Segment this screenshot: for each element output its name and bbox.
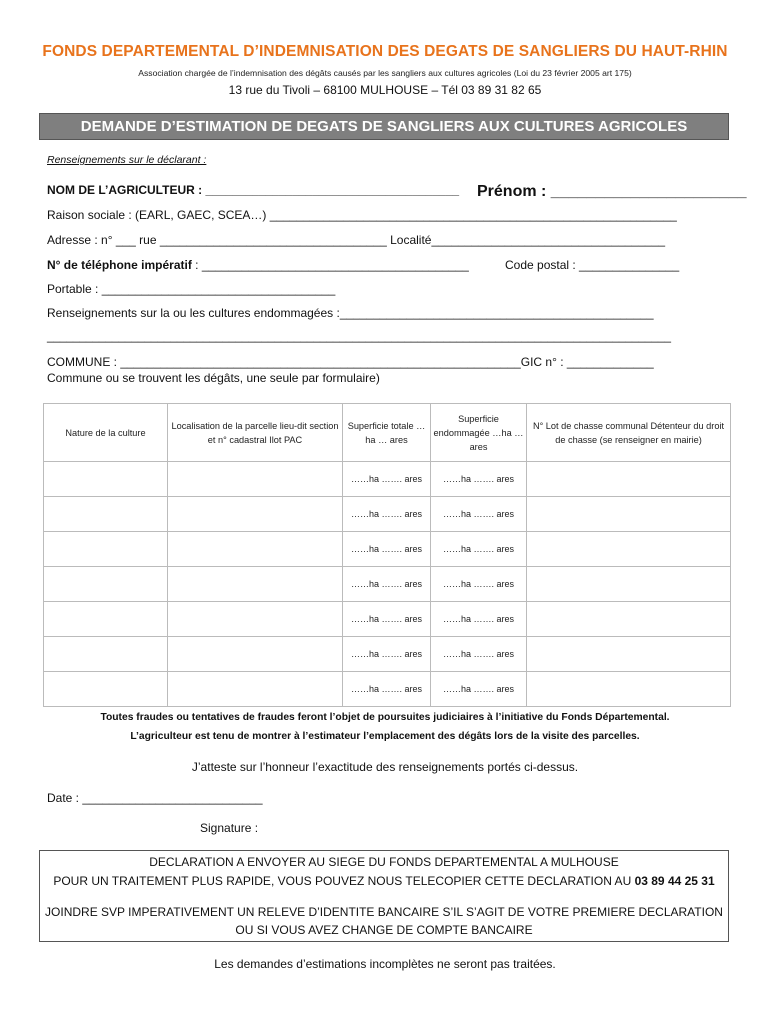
cell-parcel-location[interactable] [168,672,343,707]
phone-label: N° de téléphone impératif [47,258,192,272]
cell-total-area[interactable]: ……ha ……. ares [343,602,431,637]
table-row [44,462,731,497]
signature-field[interactable]: Signature : [200,821,259,835]
fax-text: POUR UN TRAITEMENT PLUS RAPIDE, VOUS POUVEZ NOUS TELECOPIER CETTE DECLARATION AU [53,874,635,888]
cell-parcel-location[interactable] [168,567,343,602]
table-row [44,567,731,602]
cell-total-area[interactable]: ……ha ……. ares [343,567,431,602]
cell-hunting-lot[interactable] [527,672,731,707]
cell-parcel-location[interactable] [168,637,343,672]
table-row [44,602,731,637]
damage-table [43,403,731,707]
form-title-banner: DEMANDE D’ESTIMATION DE DEGATS DE SANGLIERS AUX CULTURES AGRICOLES [39,113,729,140]
cell-hunting-lot[interactable] [527,497,731,532]
header-hunting-lot: N° Lot de chasse communal Détenteur du droit de chasse (se renseigner en mairie) [527,404,731,462]
cell-hunting-lot[interactable] [527,567,731,602]
cell-parcel-location[interactable] [168,532,343,567]
document-title: FONDS DEPARTEMENTAL D’INDEMNISATION DES DEGATS DE SANGLIERS DU HAUT-RHIN [42,43,728,60]
box-line-rib: JOINDRE SVP IMPERATIVEMENT UN RELEVE D’IDENTITE BANCAIRE S’IL S’AGIT DE VOTRE PREMIERE DECLARATION [45,905,723,919]
commune-note: Commune ou se trouvent les dégâts, une seule par formulaire) [47,371,380,385]
cell-crop-type[interactable] [44,637,168,672]
cell-damaged-area[interactable]: ……ha ……. ares [431,672,527,707]
legal-entity-field[interactable]: Raison sociale : (EARL, GAEC, SCEA…) _____________________________________________________________ [47,208,677,222]
table-row [44,672,731,707]
header-crop-type: Nature de la culture [44,404,168,462]
cell-total-area[interactable]: ……ha ……. ares [343,497,431,532]
table-row [44,637,731,672]
cell-parcel-location[interactable] [168,462,343,497]
cell-damaged-area[interactable]: ……ha ……. ares [431,532,527,567]
cell-crop-type[interactable] [44,672,168,707]
fax-number: 03 89 44 25 31 [634,874,715,888]
section-label: Renseignements sur le déclarant : [47,154,207,166]
date-field[interactable]: Date : ___________________________ [47,791,263,805]
phone-field[interactable] [47,258,469,272]
crops-info-extra-line[interactable]: ________________________________________________________________________________________________ [47,330,672,343]
cell-parcel-location[interactable] [168,602,343,637]
cell-parcel-location[interactable] [168,497,343,532]
crops-info-field[interactable]: Renseignements sur la ou les cultures endommagées :_______________________________________________ [47,306,654,320]
cell-total-area[interactable]: ……ha ……. ares [343,637,431,672]
header-damaged-area: Superficie endommagée …ha …ares [431,404,527,462]
table-row [44,497,731,532]
cell-damaged-area[interactable]: ……ha ……. ares [431,462,527,497]
cell-crop-type[interactable] [44,567,168,602]
table-header-row [44,404,731,462]
cell-damaged-area[interactable]: ……ha ……. ares [431,567,527,602]
header-total-area: Superficie totale …ha … ares [343,404,431,462]
cell-crop-type[interactable] [44,532,168,567]
cell-damaged-area[interactable]: ……ha ……. ares [431,497,527,532]
box-line-fax [40,874,728,888]
cell-total-area[interactable]: ……ha ……. ares [343,532,431,567]
postal-code-field[interactable]: Code postal : _______________ [505,258,680,272]
footer-note: Les demandes d’estimations incomplètes ne seront pas traitées. [214,957,556,971]
cell-hunting-lot[interactable] [527,462,731,497]
first-name-field[interactable]: Prénom : ______________________ [477,183,747,200]
cell-damaged-area[interactable]: ……ha ……. ares [431,637,527,672]
address-line: 13 rue du Tivoli – 68100 MULHOUSE – Tél 03 89 31 82 65 [228,83,542,97]
phone-line: : ________________________________________ [191,258,469,272]
mobile-field[interactable]: Portable : ___________________________________ [47,282,336,296]
cell-total-area[interactable]: ……ha ……. ares [343,462,431,497]
farmer-name-field[interactable]: NOM DE L’AGRICULTEUR : ______________________________________ [47,183,460,197]
commune-field[interactable]: COMMUNE : ____________________________________________________________GIC n° : _____________ [47,355,654,369]
instructions-box [39,850,729,942]
address-field[interactable]: Adresse : n° ___ rue __________________________________ Localité___________________________________ [47,233,666,247]
location-notice: L’agriculteur est tenu de montrer à l’estimateur l’emplacement des dégâts lors de la visite des parcelles. [130,731,640,742]
header-parcel-location: Localisation de la parcelle lieu-dit section et n° cadastral Ilot PAC [168,404,343,462]
document-subtitle: Association chargée de l’indemnisation des dégâts causés par les sangliers aux cultures agricoles (Loi du 23 février 2005 art 175) [138,68,632,78]
box-line-send: DECLARATION A ENVOYER AU SIEGE DU FONDS DEPARTEMENTAL A MULHOUSE [149,855,619,869]
cell-hunting-lot[interactable] [527,532,731,567]
cell-crop-type[interactable] [44,497,168,532]
fraud-warning: Toutes fraudes ou tentatives de fraudes feront l’objet de poursuites judiciaires à l’initiative du Fonds Départemental. [100,712,670,723]
cell-hunting-lot[interactable] [527,602,731,637]
cell-hunting-lot[interactable] [527,637,731,672]
cell-total-area[interactable]: ……ha ……. ares [343,672,431,707]
table-row [44,532,731,567]
box-line-bank: OU SI VOUS AVEZ CHANGE DE COMPTE BANCAIRE [235,923,533,937]
cell-crop-type[interactable] [44,602,168,637]
cell-damaged-area[interactable]: ……ha ……. ares [431,602,527,637]
cell-crop-type[interactable] [44,462,168,497]
attestation-text: J’atteste sur l’honneur l’exactitude des renseignements portés ci-dessus. [191,760,579,774]
